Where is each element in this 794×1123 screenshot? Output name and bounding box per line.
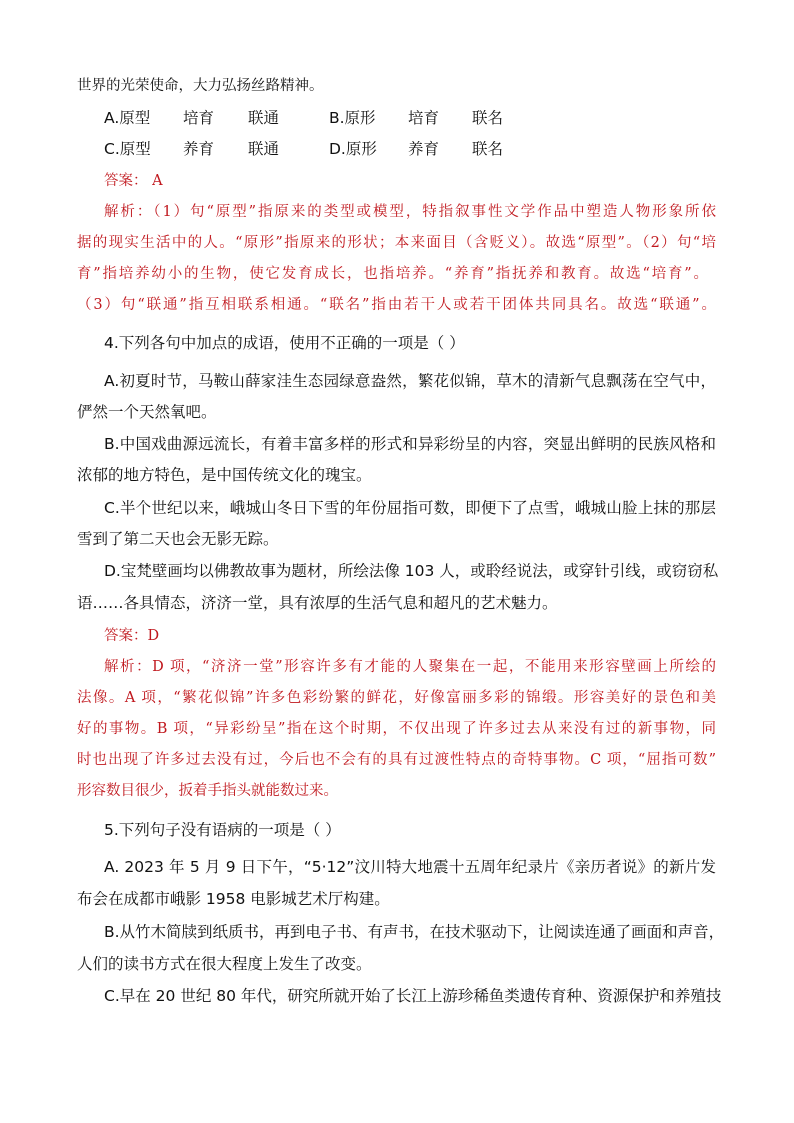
question-5-option-b-line-2: 人们的读书方式在很大程度上发生了改变。 <box>77 955 372 973</box>
option-b-word2: 培育 <box>408 109 440 127</box>
question-4-analysis-line-3: 好的事物。B 项，“异彩纷呈”指在这个时期，不仅出现了许多过去从来没有过的新事物，同 <box>77 721 716 737</box>
option-c-word2: 养育 <box>183 140 215 158</box>
question-3-answer: 答案： A <box>104 173 163 189</box>
question-5-title: 5.下列句子没有语病的一项是（ ） <box>104 821 341 839</box>
question-4-analysis-line-2: 法像。A 项，“繁花似锦”许多色彩纷繁的鲜花，好像富丽多彩的锦缎。形容美好的景色和美 <box>77 690 716 706</box>
option-d-word3: 联名 <box>472 140 504 158</box>
question-4-option-a-line-1: A.初夏时节，马鞍山薛家洼生态园绿意盎然，繁花似锦，草木的清新气息飘荡在空气中， <box>104 372 716 390</box>
option-c-word3: 联通 <box>248 140 280 158</box>
question-4-analysis-line-4: 时也出现了许多过去没有过，今后也不会有的具有过渡性特点的奇特事物。C 项，“屈指可数” <box>77 752 716 768</box>
option-a-word2: 培育 <box>183 109 215 127</box>
option-c-word1: C.原型 <box>104 140 151 158</box>
question-3-analysis-line-4: （3）句“联通”指互相联系相通。“联名”指由若干人或若干团体共同具名。故选“联通”。 <box>77 297 716 313</box>
question-4-option-b-line-1: B.中国戏曲源远流长，有着丰富多样的形式和异彩纷呈的内容，突显出鲜明的民族风格和 <box>104 435 716 453</box>
question-4-option-c-line-1: C.半个世纪以来，峨城山冬日下雪的年份屈指可数，即便下了点雪，峨城山脸上抹的那层 <box>104 499 716 517</box>
question-5-option-b-line-1: B.从竹木简牍到纸质书，再到电子书、有声书，在技术驱动下，让阅读连通了画面和声音， <box>104 923 725 941</box>
question-5-option-a-line-1: A. 2023 年 5 月 9 日下午，“5·12”汶川特大地震十五周年纪录片《亲历者说》的新片发 <box>104 858 716 876</box>
option-b-word3: 联名 <box>472 109 504 127</box>
question-4-option-d-line-2: 语……各具情态，济济一堂，具有浓厚的生活气息和超凡的艺术魅力。 <box>77 594 558 612</box>
option-a-word1: A.原型 <box>104 109 151 127</box>
question-3-analysis-line-1: 解析：（1）句“原型”指原来的类型或模型，特指叙事性文学作品中塑造人物形象所依 <box>104 204 716 220</box>
question-4-option-b-line-2: 浓郁的地方特色，是中国传统文化的瑰宝。 <box>77 466 372 484</box>
question-3-analysis-line-3: 育”指培养幼小的生物，使它发育成长，也指培养。“养育”指抚养和教育。故选“培育”。 <box>77 266 708 282</box>
question-4-title: 4.下列各句中加点的成语，使用不正确的一项是（ ） <box>104 334 465 352</box>
question-5-option-c-line-1: C.早在 20 世纪 80 年代，研究所就开始了长江上游珍稀鱼类遗传育种、资源保护和养殖技 <box>104 987 722 1005</box>
option-b-word1: B.原形 <box>329 109 376 127</box>
question-4-answer: 答案：D <box>104 628 160 644</box>
option-a-word3: 联通 <box>248 109 280 127</box>
option-d-word1: D.原形 <box>329 140 377 158</box>
option-d-word2: 养育 <box>408 140 440 158</box>
question-4-option-d-line-1: D.宝梵壁画均以佛教故事为题材，所绘法像 103 人，或聆经说法，或穿针引线，或窃窃私 <box>104 562 719 580</box>
question-3-continuation: 世界的光荣使命，大力弘扬丝路精神。 <box>77 78 324 94</box>
question-4-analysis-line-1: 解析：D 项，“济济一堂”形容许多有才能的人聚集在一起，不能用来形容壁画上所绘的 <box>104 659 716 675</box>
question-4-option-a-line-2: 俨然一个天然氧吧。 <box>77 403 217 421</box>
question-5-option-a-line-2: 布会在成都市峨影 1958 电影城艺术厅构建。 <box>77 890 390 908</box>
question-4-analysis-line-5: 形容数目很少，扳着手指头就能数过来。 <box>77 783 338 799</box>
question-3-analysis-line-2: 据的现实生活中的人。“原形”指原来的形状；本来面目（含贬义）。故选“原型”。（2）句“培 <box>77 235 716 251</box>
question-4-option-c-line-2: 雪到了第二天也会无影无踪。 <box>77 530 279 548</box>
